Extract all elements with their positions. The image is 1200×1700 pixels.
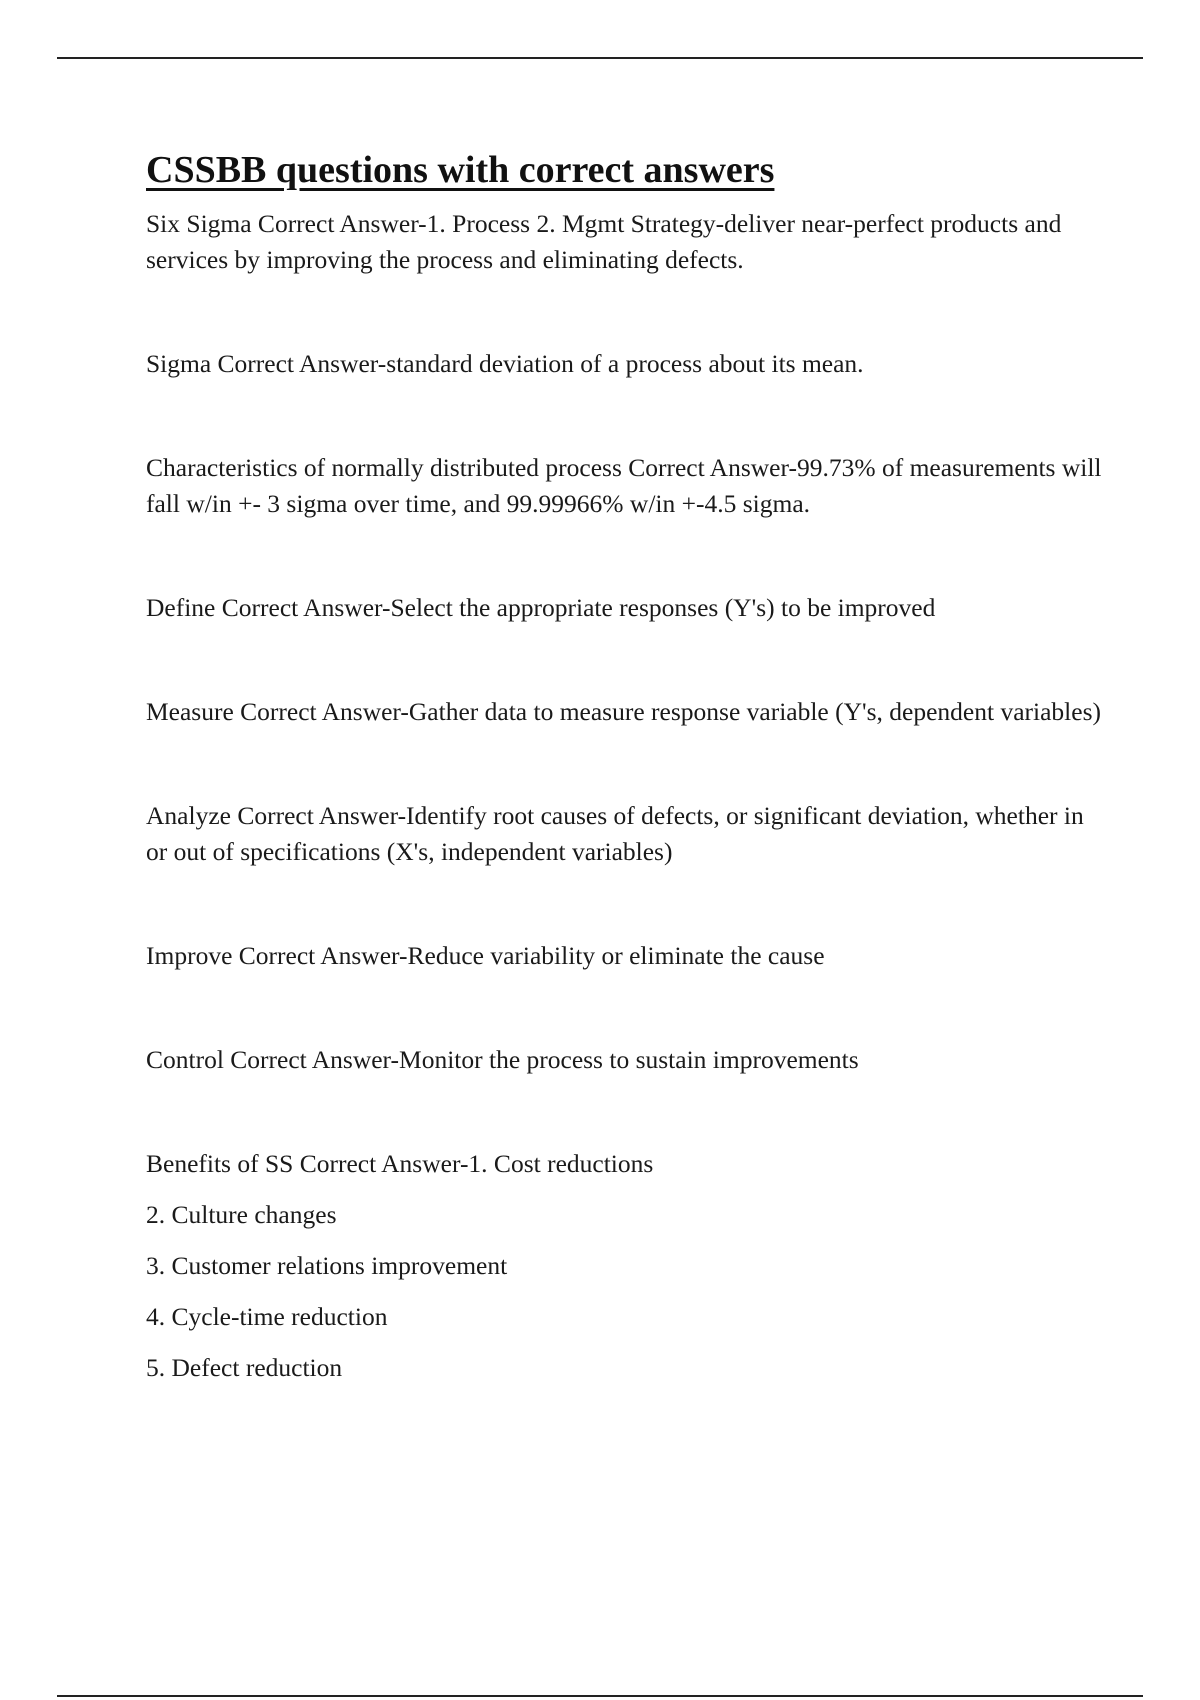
qa-entry-measure: Measure Correct Answer-Gather data to measure response variable (Y's, dependent variables) [146,697,1101,726]
qa-entry-analyze: Analyze Correct Answer-Identify root causes of defects, or significant deviation, whether in or out of specifications (X's, independent variables) [146,801,1084,866]
footer-rule [57,1695,1143,1697]
qa-entry-define: Define Correct Answer-Select the appropriate responses (Y's) to be improved [146,593,936,622]
qa-entry-normal-distribution: Characteristics of normally distributed process Correct Answer-99.73% of measurements will fall w/in +- 3 sigma over time, and 99.99966% w/in +-4.5 sigma. [146,453,1102,518]
benefit-list-item: 5. Defect reduction [146,1353,343,1382]
document-title: CSSBB questions with correct answers [146,149,775,191]
benefit-list-item: 2. Culture changes [146,1200,337,1229]
benefit-list-item: 4. Cycle-time reduction [146,1302,388,1331]
benefit-list-item: 3. Customer relations improvement [146,1251,508,1280]
qa-entry-control: Control Correct Answer-Monitor the process to sustain improvements [146,1045,859,1074]
qa-entry-improve: Improve Correct Answer-Reduce variability or eliminate the cause [146,941,825,970]
header-rule [57,57,1143,59]
qa-entry-benefits: Benefits of SS Correct Answer-1. Cost reductions [146,1149,654,1178]
qa-entry-sigma: Sigma Correct Answer-standard deviation of a process about its mean. [146,349,864,378]
qa-entry-six-sigma: Six Sigma Correct Answer-1. Process 2. Mgmt Strategy-deliver near-perfect products and services by improving the process and eliminating defects. [146,209,1062,274]
document-body [146,146,1106,1386]
